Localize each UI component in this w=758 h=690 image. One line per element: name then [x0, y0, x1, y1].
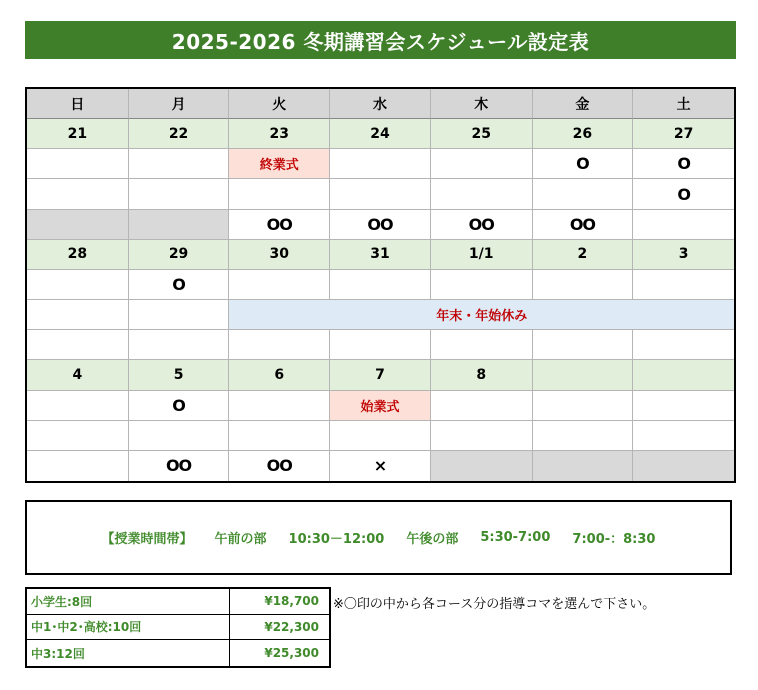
course-name: 中1･中2･高校:10回: [27, 615, 230, 640]
calendar-cell: [129, 210, 230, 240]
price-row: [27, 640, 329, 666]
calendar-cell: [533, 330, 634, 360]
calendar-cell: [27, 149, 129, 179]
calendar-cell: [431, 179, 533, 209]
calendar-cell: [533, 179, 634, 209]
date-cell: 7: [330, 360, 431, 390]
calendar-cell: [330, 330, 431, 360]
calendar-cell: [330, 149, 431, 179]
calendar-cell: [129, 179, 230, 209]
calendar-cell: [27, 330, 129, 360]
slot-mark: O: [533, 149, 634, 179]
course-price: ¥22,300: [264, 619, 319, 634]
date-cell: 3: [633, 240, 734, 270]
event-cell: 始業式: [330, 391, 431, 421]
date-cell: 27: [633, 119, 734, 149]
date-cell: 24: [330, 119, 431, 149]
calendar-cell: [330, 270, 431, 300]
morning-session-label: 午前の部: [214, 532, 267, 547]
calendar-cell: [129, 421, 230, 451]
calendar-cell: [633, 421, 734, 451]
calendar-cell: [431, 270, 533, 300]
page-title: 2025-2026 冬期講習会スケジュール設定表: [25, 21, 736, 59]
date-cell: 28: [27, 240, 129, 270]
weekday-header: 水: [330, 89, 431, 119]
date-cell: [633, 360, 734, 390]
date-cell: 29: [129, 240, 230, 270]
slot-mark: OO: [229, 451, 330, 481]
calendar-cell: [431, 451, 533, 481]
calendar-cell: [633, 210, 734, 240]
calendar-cell: [330, 179, 431, 209]
calendar-cell: [633, 270, 734, 300]
date-cell: 1/1: [431, 240, 533, 270]
class-hours-label: 【授業時間帯】: [101, 532, 193, 547]
date-cell: [533, 360, 634, 390]
calendar-cell: [129, 330, 230, 360]
holiday-banner: 年末・年始休み: [229, 300, 734, 330]
selection-note: ※〇印の中から各コース分の指導コマを選んで下さい。: [333, 597, 656, 612]
calendar-cell: [533, 391, 634, 421]
course-price: ¥18,700: [264, 594, 319, 609]
date-cell: 23: [229, 119, 330, 149]
morning-session-time: 10:30－12:00: [288, 532, 385, 547]
calendar-cell: [533, 270, 634, 300]
calendar-cell: [330, 421, 431, 451]
afternoon-session-label: 午後の部: [406, 532, 459, 547]
slot-mark: OO: [533, 210, 634, 240]
slot-mark: OO: [129, 451, 230, 481]
price-row: [27, 589, 329, 615]
calendar-cell: [229, 330, 330, 360]
weekday-header: 火: [229, 89, 330, 119]
date-cell: 25: [431, 119, 533, 149]
calendar-cell: [431, 149, 533, 179]
date-cell: 21: [27, 119, 129, 149]
calendar-cell: [633, 451, 734, 481]
date-cell: 5: [129, 360, 230, 390]
calendar-cell: [431, 421, 533, 451]
calendar-cell: [129, 300, 230, 330]
calendar-cell: [431, 391, 533, 421]
afternoon-session-time-1: 5:30-7:00: [480, 530, 551, 545]
date-cell: 2: [533, 240, 634, 270]
course-name: 小学生:8回: [27, 589, 230, 614]
slot-mark: O: [129, 270, 230, 300]
date-cell: 26: [533, 119, 634, 149]
course-price: ¥25,300: [264, 646, 319, 661]
calendar-grid: [27, 89, 734, 481]
date-cell: 8: [431, 360, 533, 390]
date-cell: 31: [330, 240, 431, 270]
calendar-cell: [27, 210, 129, 240]
calendar-cell: [533, 451, 634, 481]
calendar-cell: [229, 270, 330, 300]
calendar-cell: [229, 391, 330, 421]
slot-mark: ×: [330, 451, 431, 481]
calendar-cell: [633, 391, 734, 421]
calendar-cell: [27, 391, 129, 421]
date-cell: 6: [229, 360, 330, 390]
slot-mark: O: [633, 179, 734, 209]
schedule-calendar: [25, 87, 736, 483]
calendar-cell: [633, 330, 734, 360]
weekday-header: 金: [533, 89, 634, 119]
price-table: [25, 587, 331, 668]
weekday-header: 木: [431, 89, 533, 119]
calendar-cell: [533, 421, 634, 451]
date-cell: 30: [229, 240, 330, 270]
slot-mark: O: [129, 391, 230, 421]
slot-mark: OO: [229, 210, 330, 240]
class-hours-box: [25, 500, 732, 575]
calendar-cell: [27, 451, 129, 481]
calendar-cell: [431, 330, 533, 360]
calendar-cell: [27, 421, 129, 451]
course-name: 中3:12回: [27, 640, 230, 666]
slot-mark: OO: [330, 210, 431, 240]
calendar-cell: [27, 300, 129, 330]
calendar-cell: [229, 179, 330, 209]
date-cell: 22: [129, 119, 230, 149]
slot-mark: O: [633, 149, 734, 179]
weekday-header: 土: [633, 89, 734, 119]
calendar-cell: [27, 179, 129, 209]
weekday-header: 日: [27, 89, 129, 119]
event-cell: 終業式: [229, 149, 330, 179]
date-cell: 4: [27, 360, 129, 390]
calendar-cell: [27, 270, 129, 300]
slot-mark: OO: [431, 210, 533, 240]
weekday-header: 月: [129, 89, 230, 119]
afternoon-session-time-2: 7:00-：8:30: [572, 532, 656, 547]
price-row: [27, 615, 329, 641]
calendar-cell: [129, 149, 230, 179]
calendar-cell: [229, 421, 330, 451]
